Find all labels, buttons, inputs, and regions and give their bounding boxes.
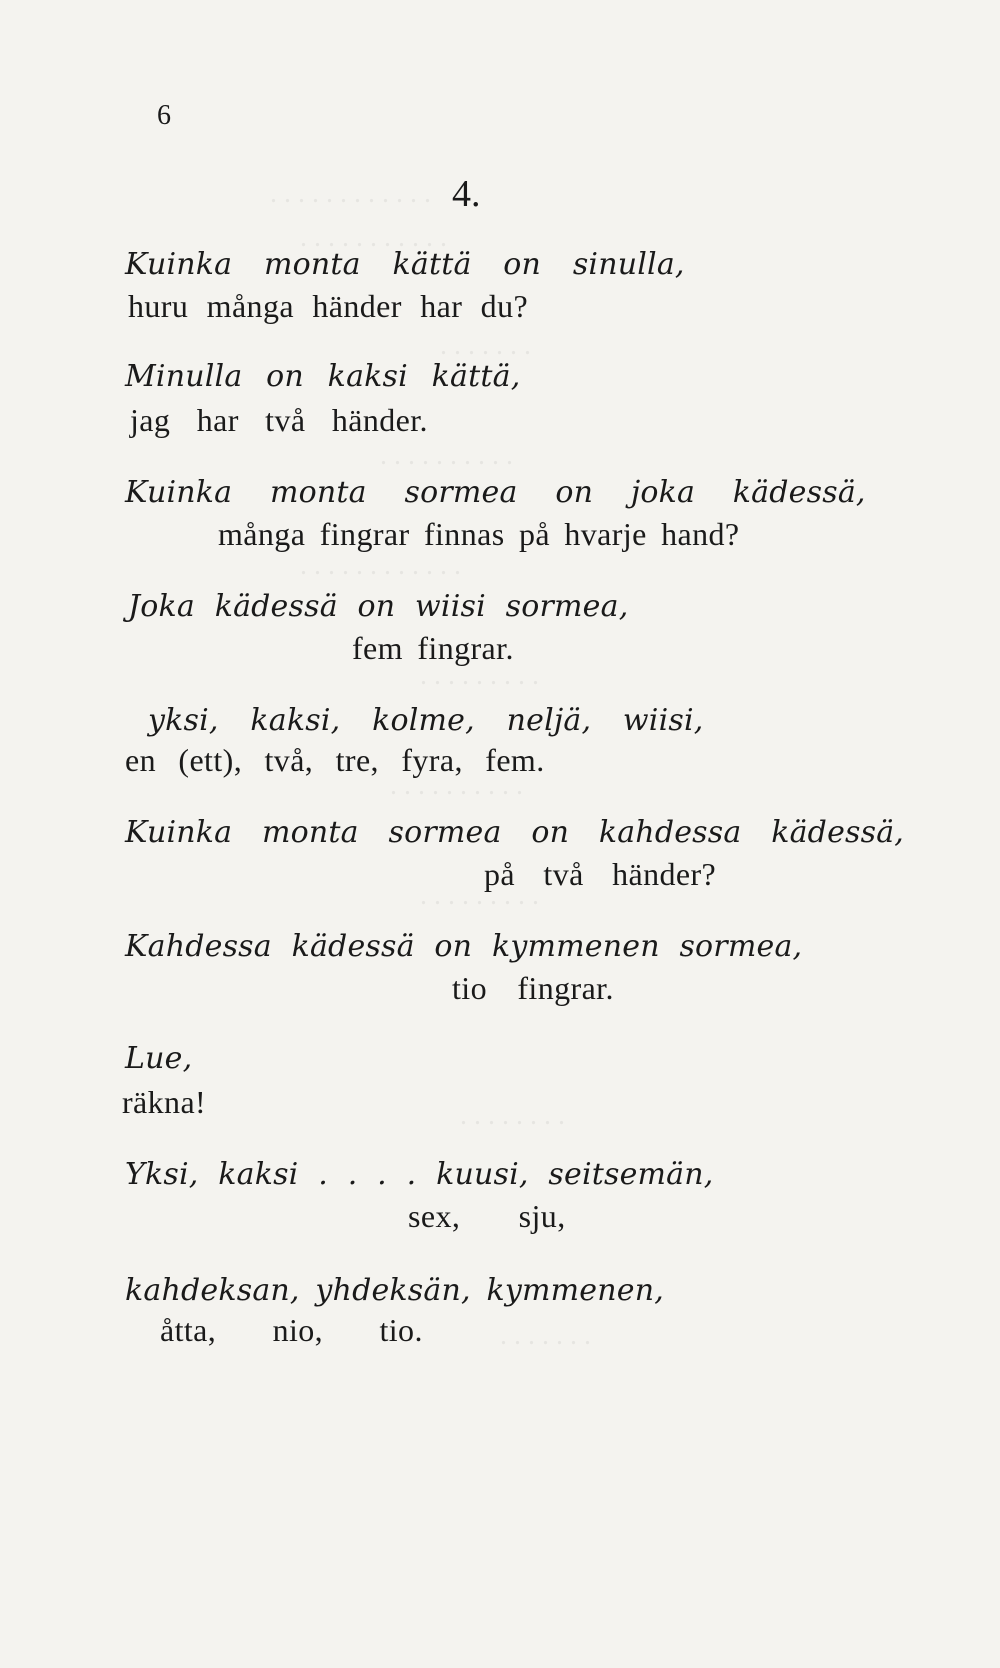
- finnish-line: yksi, kaksi, kolme, neljä, wiisi,: [148, 703, 704, 738]
- finnish-line: Kuinka monta sormea on kahdessa kädessä,: [125, 815, 905, 850]
- finnish-line: Minulla on kaksi kättä,: [125, 359, 521, 394]
- swedish-line: sex, sju,: [408, 1198, 566, 1234]
- swedish-line: på två händer?: [484, 856, 717, 892]
- finnish-line: Kahdessa kädessä on kymmenen sormea,: [125, 929, 803, 964]
- swedish-line: räkna!: [122, 1084, 207, 1120]
- swedish-line: jag har två händer.: [130, 402, 428, 438]
- swedish-line: åtta, nio, tio.: [160, 1312, 423, 1348]
- section-heading: 4.: [452, 173, 481, 215]
- page-number: 6: [157, 100, 171, 131]
- finnish-line: Lue,: [125, 1041, 193, 1076]
- finnish-line: Joka kädessä on wiisi sormea,: [128, 589, 629, 624]
- swedish-line: många fingrar finnas på hvarje hand?: [218, 516, 740, 552]
- swedish-line: tio fingrar.: [452, 970, 614, 1006]
- swedish-line: en (ett), två, tre, fyra, fem.: [125, 742, 545, 778]
- swedish-line: fem fingrar.: [352, 630, 514, 666]
- swedish-line: huru många händer har du?: [128, 288, 529, 324]
- finnish-line: Kuinka monta sormea on joka kädessä,: [125, 475, 866, 510]
- finnish-line: Yksi, kaksi . . . . kuusi, seitsemän,: [125, 1157, 714, 1192]
- book-page: . . . . . . . . . . . . . . . . . . . . . . . . . . . . . . . . . . . . . . . . . . . . . . . . . . . . . . . . . . . . . . . . . . . . . . . . . . . . . . . . . . . . . . . . . . . . . . . 6 4. Kuinka monta kättä on sinulla, huru många händer har du? Minulla on kaksi kättä, jag har två händer. Kuinka monta sormea on joka kädessä, många fingrar finnas på hvarje hand? Joka kädessä on wiisi sormea, fem fingrar. yksi, kaksi, kolme, neljä, wiisi, en (ett), två, tre, fyra, fem. Kuinka monta sormea on kahdessa kädessä, på två händer? Kahdessa kädessä on kymmenen sormea, tio fingrar. Lue, räkna! Yksi, kaksi . . . . kuusi, seitsemän, sex, sju, kahdeksan, yhdeksän, kymmenen, åtta, nio, tio.: [122, 100, 905, 1351]
- finnish-line: kahdeksan, yhdeksän, kymmenen,: [125, 1273, 664, 1308]
- finnish-line: Kuinka monta kättä on sinulla,: [125, 247, 685, 282]
